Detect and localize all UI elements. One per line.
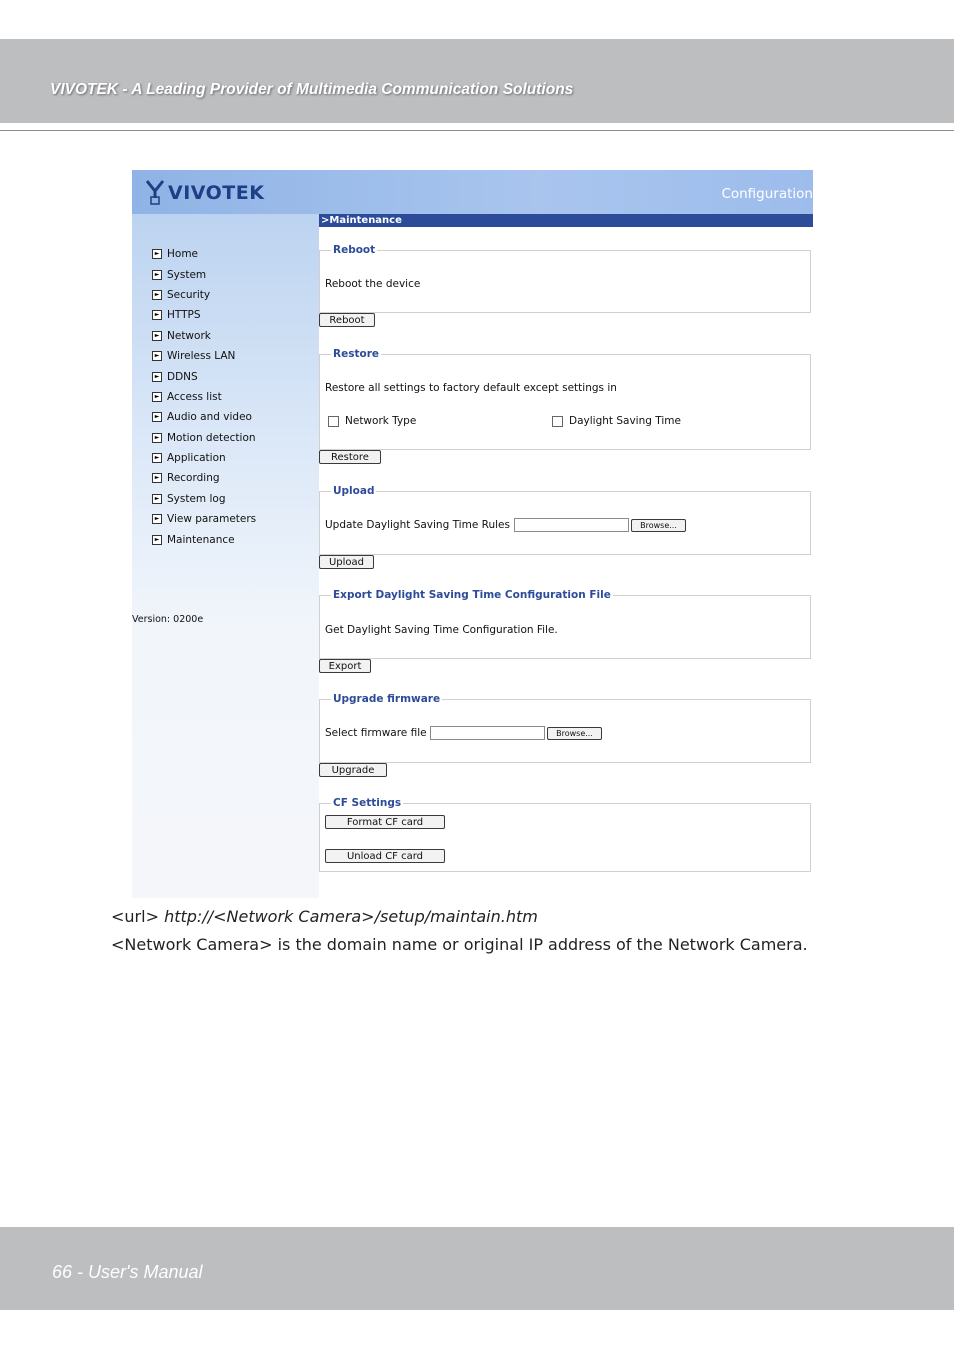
sidebar-item-maintenance[interactable] — [152, 529, 256, 549]
daylight-saving-time-checkbox[interactable] — [552, 416, 563, 427]
configuration-screenshot — [132, 170, 813, 898]
dst-rules-browse-button[interactable]: Browse... — [631, 519, 686, 532]
reboot-legend: Reboot — [333, 244, 376, 256]
cf-settings-legend: CF Settings — [333, 797, 402, 809]
export-button[interactable]: Export — [319, 659, 371, 673]
network-camera-description: <Network Camera> is the domain name or original IP address of the Network Camera. — [111, 935, 808, 954]
arrow-bullet-icon: ► — [152, 351, 162, 361]
sidebar-item-system[interactable] — [152, 264, 256, 284]
version-label: Version: 0200e — [132, 614, 204, 625]
vivotek-logo — [146, 179, 266, 207]
sidebar-item-label: Motion detection — [167, 431, 256, 444]
restore-button[interactable]: Restore — [319, 450, 381, 464]
sidebar-item-application[interactable] — [152, 448, 256, 468]
configuration-title: Configuration — [721, 186, 813, 202]
sidebar-item-label: Application — [167, 452, 226, 465]
arrow-bullet-icon: ► — [152, 290, 162, 300]
sidebar-item-label: View parameters — [167, 513, 257, 526]
sidebar-item-label: Home — [167, 248, 199, 261]
sidebar — [132, 214, 319, 898]
arrow-bullet-icon: ► — [152, 331, 162, 341]
format-cf-card-button[interactable]: Format CF card — [325, 815, 445, 829]
maintenance-panel — [319, 227, 813, 898]
firmware-file-label: Select firmware file — [325, 727, 427, 739]
app-header — [132, 170, 813, 214]
sidebar-item-security[interactable] — [152, 285, 256, 305]
network-type-label: Network Type — [345, 415, 417, 427]
section-title-bar — [319, 214, 813, 227]
sidebar-item-recording[interactable] — [152, 468, 256, 488]
arrow-bullet-icon: ► — [152, 514, 162, 524]
sidebar-nav — [152, 244, 256, 550]
vivotek-logo-mark-icon — [146, 179, 166, 205]
daylight-saving-time-label: Daylight Saving Time — [569, 415, 681, 427]
export-section — [319, 589, 811, 659]
sidebar-item-label: HTTPS — [167, 309, 201, 322]
sidebar-item-network[interactable] — [152, 326, 256, 346]
sidebar-item-label: DDNS — [167, 370, 198, 383]
reboot-button[interactable]: Reboot — [319, 313, 375, 327]
sidebar-item-label: Audio and video — [167, 411, 252, 424]
arrow-bullet-icon: ► — [152, 535, 162, 545]
export-legend: Export Daylight Saving Time Configuration File — [333, 589, 611, 601]
sidebar-item-view-parameters[interactable] — [152, 509, 256, 529]
arrow-bullet-icon: ► — [152, 433, 162, 443]
manual-header-band — [0, 39, 954, 123]
vivotek-logo-text: VIVOTEK — [168, 182, 265, 204]
restore-description: Restore all settings to factory default except settings in — [325, 382, 617, 394]
arrow-bullet-icon: ► — [152, 494, 162, 504]
upload-section — [319, 485, 811, 555]
restore-section — [319, 348, 811, 450]
arrow-bullet-icon: ► — [152, 412, 162, 422]
unload-cf-card-button[interactable]: Unload CF card — [325, 849, 445, 863]
export-description: Get Daylight Saving Time Configuration File. — [325, 624, 558, 636]
url-text: http://<Network Camera>/setup/maintain.htm — [164, 907, 538, 926]
upgrade-firmware-section — [319, 693, 811, 763]
reboot-section — [319, 244, 811, 313]
upgrade-button[interactable]: Upgrade — [319, 763, 387, 777]
manual-header-tagline: VIVOTEK - A Leading Provider of Multimedia Communication Solutions — [50, 81, 574, 98]
sidebar-item-audio-and-video[interactable] — [152, 407, 256, 427]
sidebar-item-label: Access list — [167, 390, 222, 403]
sidebar-item-https[interactable] — [152, 305, 256, 325]
network-type-checkbox[interactable] — [328, 416, 339, 427]
manual-footer-band — [0, 1227, 954, 1310]
upload-button[interactable]: Upload — [319, 555, 374, 569]
firmware-browse-button[interactable]: Browse... — [547, 727, 602, 740]
url-caption — [111, 907, 538, 926]
upload-legend: Upload — [333, 485, 375, 497]
sidebar-item-home[interactable] — [152, 244, 256, 264]
sidebar-item-label: Recording — [167, 472, 220, 485]
section-title: >Maintenance — [321, 215, 402, 226]
arrow-bullet-icon: ► — [152, 249, 162, 259]
sidebar-item-label: Network — [167, 329, 211, 342]
arrow-bullet-icon: ► — [152, 453, 162, 463]
sidebar-item-motion-detection[interactable] — [152, 428, 256, 448]
upgrade-firmware-legend: Upgrade firmware — [333, 693, 441, 705]
firmware-file-input[interactable] — [430, 726, 545, 740]
page-number-label: 66 - User's Manual — [52, 1262, 203, 1282]
sidebar-item-label: System — [167, 268, 207, 281]
restore-legend: Restore — [333, 348, 379, 360]
arrow-bullet-icon: ► — [152, 392, 162, 402]
sidebar-item-label: System log — [167, 492, 226, 505]
arrow-bullet-icon: ► — [152, 372, 162, 382]
sidebar-item-label: Security — [167, 288, 211, 301]
cf-settings-section — [319, 797, 811, 872]
header-divider — [0, 130, 954, 131]
dst-rules-file-input[interactable] — [514, 518, 629, 532]
sidebar-item-system-log[interactable] — [152, 489, 256, 509]
sidebar-item-access-list[interactable] — [152, 387, 256, 407]
sidebar-item-wireless-lan[interactable] — [152, 346, 256, 366]
sidebar-item-label: Maintenance — [167, 533, 235, 546]
arrow-bullet-icon: ► — [152, 310, 162, 320]
arrow-bullet-icon: ► — [152, 270, 162, 280]
sidebar-item-label: Wireless LAN — [167, 350, 236, 363]
arrow-bullet-icon: ► — [152, 473, 162, 483]
url-prefix: <url> — [111, 907, 159, 926]
dst-rules-label: Update Daylight Saving Time Rules — [325, 519, 510, 531]
reboot-description: Reboot the device — [325, 278, 421, 290]
sidebar-item-ddns[interactable] — [152, 366, 256, 386]
